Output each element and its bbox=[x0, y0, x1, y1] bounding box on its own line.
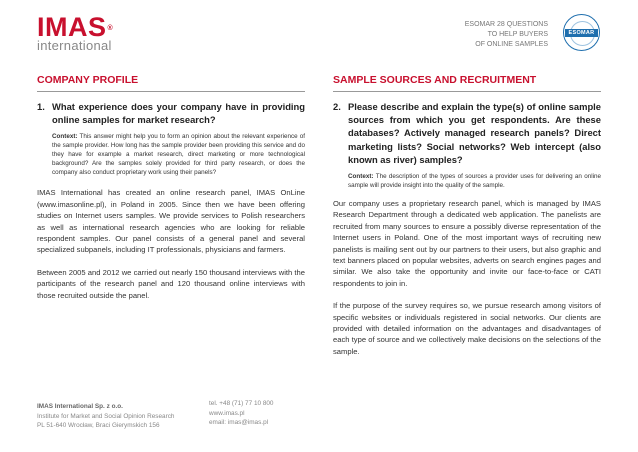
esomar-heading bbox=[465, 20, 548, 50]
company-profile-section bbox=[37, 74, 305, 301]
logo-subtitle: international bbox=[37, 38, 112, 53]
footer-institute: Institute for Market and Social Opinion Research bbox=[37, 412, 175, 420]
footer-contact-info bbox=[209, 399, 274, 428]
footer-phone: tel. +48 (71) 77 10 800 bbox=[209, 400, 274, 407]
footer-website-link[interactable]: www.imas.pl bbox=[209, 409, 245, 417]
question-text: What experience does your company have in providing online samples for market research? bbox=[52, 101, 305, 126]
registered-mark: ® bbox=[107, 25, 114, 32]
context-note bbox=[52, 132, 305, 177]
footer-company-name: IMAS International Sp. z o.o. bbox=[37, 403, 123, 410]
sample-sources-section bbox=[333, 74, 601, 357]
context-note bbox=[348, 172, 601, 190]
context-text: The description of the types of sources a provider uses for delivering an online sample will provide insight into the quality of the sample. bbox=[348, 173, 601, 190]
esomar-line: ESOMAR 28 QUESTIONS bbox=[464, 21, 548, 28]
context-text: This answer might help you to form an opinion about the relevant experience of the sample provider. How long has the sample provider been providing this service and do they have for example a market research, direct marketing or more technological background? Are the samples solely provided for third party research, or does the company also conduct proprietary work using their panels? bbox=[52, 133, 305, 177]
imas-logo bbox=[37, 14, 113, 52]
answer-paragraph: Our company uses a proprietary research panel, which is managed by IMAS Research Department through a dedicated web application. The panelists are recruited from many sources to ensure a possibly diverse representation of the Internet users in Poland. One of the most important ways of recruiting new panelists is mailing sent out by our partners to their users, but also graphic and text banners placed on popular websites, adverts on search engines pages and similar. We also take the opportunity and invite our face-to-face or CATI respondents to join in. bbox=[333, 199, 601, 288]
esomar-line: OF ONLINE SAMPLES bbox=[475, 41, 548, 48]
answer-paragraph: IMAS International has created an online research panel, IMAS OnLine (www.imasonline.pl), in Poland in 2005. Since then we have been offering studies on Internet users samples. We provide services to Polish researchers as well as international research agencies who are looking for reliable respondent samples. Our panel consists of a general panel and several specialized subpanels, including IT professionals, physicians and farmers. bbox=[37, 188, 305, 255]
footer-address: PL 51-640 Wrocław, Braci Gierymskich 156 bbox=[37, 422, 160, 429]
question-2 bbox=[333, 100, 601, 166]
esomar-badge-icon bbox=[563, 14, 600, 51]
section-divider bbox=[37, 91, 305, 92]
esomar-badge-label: ESOMAR bbox=[565, 29, 598, 37]
question-number: 2. bbox=[333, 101, 341, 112]
context-label: Context: bbox=[348, 173, 374, 181]
footer-email-link[interactable]: email: imas@imas.pl bbox=[209, 419, 269, 426]
answer-paragraph: If the purpose of the survey requires so, we pursue research among visitors of specific websites or individuals registered in social networks. Our clients are provided with detailed information on the advantages and disadvantages of each type of source and we collectively make decisions on the selections of the sample. bbox=[333, 301, 601, 356]
footer-company-info bbox=[37, 402, 174, 431]
question-1 bbox=[37, 100, 305, 126]
context-label: Context: bbox=[52, 133, 78, 141]
section-title-company-profile: COMPANY PROFILE bbox=[37, 74, 139, 86]
section-title-sample-sources: SAMPLE SOURCES AND RECRUITMENT bbox=[333, 74, 537, 86]
esomar-line: TO HELP BUYERS bbox=[487, 31, 548, 38]
answer-paragraph: Between 2005 and 2012 we carried out nearly 150 thousand interviews with the participants of the research panel and 120 thousand online interviews with those recruited outside the panel. bbox=[37, 267, 305, 300]
section-divider bbox=[333, 91, 601, 92]
question-number: 1. bbox=[37, 101, 45, 112]
question-text: Please describe and explain the type(s) of online sample sources from which you get respondents. Are these databases? Actively managed research panels? Direct marketing lists? Social networks? Web intercept (also known as river) samples? bbox=[348, 101, 601, 165]
logo-wordmark: IMAS® bbox=[37, 12, 114, 42]
